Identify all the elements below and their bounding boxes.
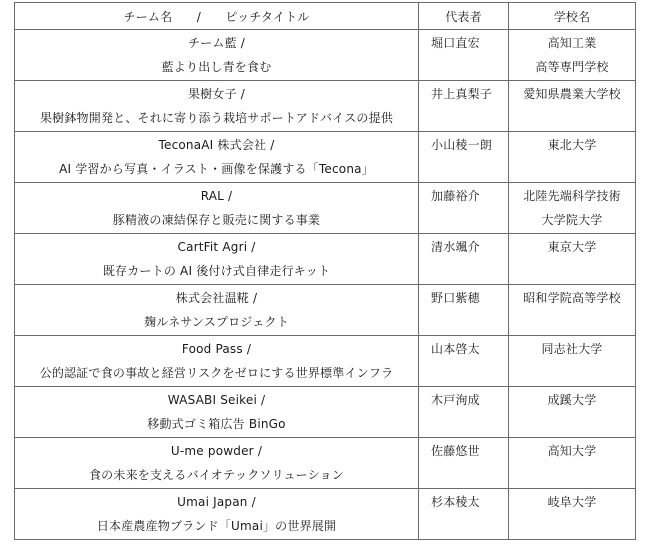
school-name: 東京大学 [547,240,597,254]
school-cell [509,489,636,540]
table-row [15,234,636,285]
school-cell [509,81,636,132]
school-name-line2 [509,458,635,468]
representative-name: 杉本稜太 [431,495,480,509]
header-team-pitch: チーム名 / ピッチタイトル [15,3,419,30]
school-cell [509,336,636,387]
team-pitch-cell [15,438,419,489]
pitch-title: 移動式ゴミ箱広告 BinGo [147,417,286,431]
team-name: Food Pass / [181,342,252,356]
representative-cell [419,285,509,336]
school-cell [509,387,636,438]
pitch-title: 公的認証で食の事故と経営リスクをゼロにする世界標準インフラ [39,366,394,380]
school-name-line2: 大学院大学 [541,213,603,227]
representative-cell [419,438,509,489]
table-row [15,81,636,132]
team-pitch-cell [15,183,419,234]
representative-cell [419,81,509,132]
team-name: WASABI Seikei / [167,393,266,407]
representative-cell [419,183,509,234]
representative-cell [419,132,509,183]
team-table [14,2,636,540]
table-row [15,285,636,336]
school-cell [509,234,636,285]
school-name: 昭和学院高等学校 [523,291,621,305]
team-name: 株式会社温糀 / [175,291,258,305]
school-name-line2 [509,407,635,417]
representative-name: 清水颯介 [431,240,480,254]
table-row [15,30,636,81]
table-row [15,438,636,489]
team-pitch-cell [15,285,419,336]
school-name: 高知大学 [547,444,597,458]
table-row [15,489,636,540]
school-name-line2 [509,356,635,366]
school-name: 東北大学 [547,138,597,152]
table-row [15,336,636,387]
team-pitch-cell [15,234,419,285]
table-row [15,387,636,438]
table-row [15,183,636,234]
team-pitch-cell [15,132,419,183]
school-name: 成蹊大学 [547,393,597,407]
pitch-title: 果樹鉢物開発と、それに寄り添う栽培サポートアドバイスの提供 [39,111,394,125]
pitch-title: 麹ルネサンスプロジェクト [144,315,289,329]
representative-name: 小山稜一朗 [431,138,493,152]
representative-cell [419,30,509,81]
pitch-title: AI 学習から写真・イラスト・画像を保護する「Tecona」 [59,162,374,176]
team-pitch-cell [15,336,419,387]
representative-name: 野口紫穂 [431,291,480,305]
representative-name: 加藤裕介 [431,189,480,203]
school-name: 北陸先端科学技術 [523,189,621,203]
school-name-line2 [509,305,635,315]
representative-cell [419,489,509,540]
school-name-line2 [509,152,635,162]
header-school: 学校名 [509,3,636,30]
team-name: CartFit Agri / [177,240,256,254]
representative-cell [419,234,509,285]
pitch-title: 既存カートの AI 後付け式自律走行キット [102,264,331,278]
team-name: チーム藍 / [187,36,246,50]
pitch-title: 豚精液の凍結保存と販売に関する事業 [112,213,321,227]
school-name-line2 [509,254,635,264]
school-name: 岐阜大学 [547,495,597,509]
header-representative: 代表者 [419,3,509,30]
header-row [15,3,636,30]
team-name: 果樹女子 / [187,87,246,101]
team-pitch-cell [15,387,419,438]
table-body [15,30,636,540]
school-name: 愛知県農業大学校 [523,87,621,101]
school-name-line2 [509,101,635,111]
team-pitch-cell [15,489,419,540]
team-pitch-cell [15,30,419,81]
table-header [15,3,636,30]
school-name-line2: 高等専門学校 [535,60,609,74]
representative-cell [419,336,509,387]
school-name: 高知工業 [547,36,597,50]
school-cell [509,132,636,183]
representative-name: 堀口直宏 [431,36,480,50]
representative-name: 山本啓太 [431,342,480,356]
team-name: Umai Japan / [177,495,256,509]
representative-name: 木戸洵成 [431,393,480,407]
team-name: U-me powder / [170,444,263,458]
school-cell [509,30,636,81]
school-name-line2 [509,509,635,519]
school-cell [509,285,636,336]
team-name: RAL / [200,189,233,203]
pitch-title: 食の未来を支えるバイオテックソリューション [88,468,344,482]
pitch-title: 藍より出し青を食む [161,60,272,74]
school-cell [509,183,636,234]
representative-cell [419,387,509,438]
school-cell [509,438,636,489]
school-name: 同志社大学 [541,342,603,356]
team-pitch-cell [15,81,419,132]
table-row [15,132,636,183]
pitch-title: 日本産農産物ブランド「Umai」の世界展開 [96,519,337,533]
representative-name: 井上真梨子 [431,87,493,101]
team-name: TeconaAI 株式会社 / [158,138,275,152]
representative-name: 佐藤悠世 [431,444,480,458]
